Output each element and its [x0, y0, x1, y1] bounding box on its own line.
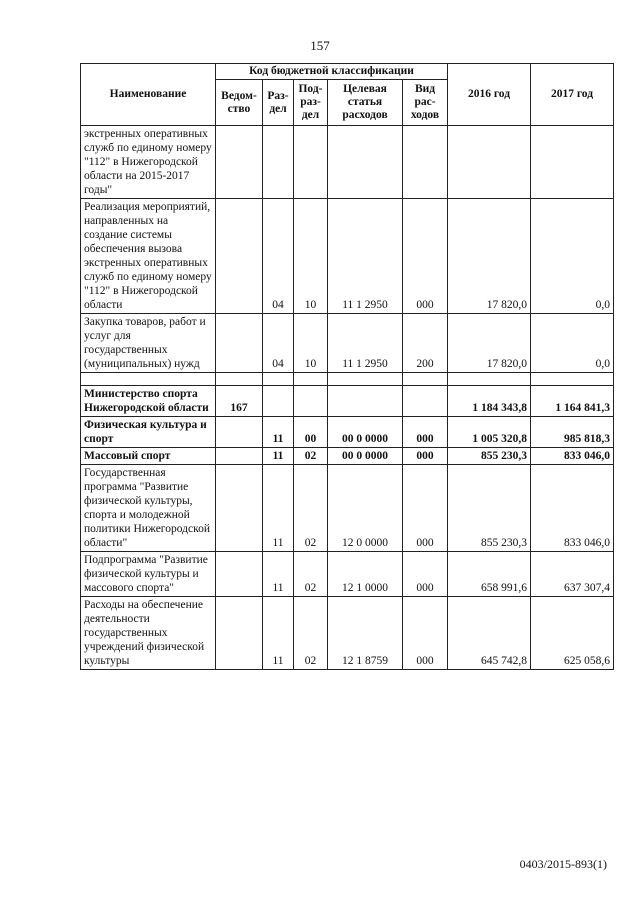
blank-cell: [531, 373, 614, 386]
row-name: экстренных оперативных служб по единому номеру "112" в Нижегородской области на 2015-2017 годы": [81, 126, 216, 199]
header-2016: 2016 год: [448, 64, 531, 126]
row-podrazdel: 02: [294, 552, 328, 597]
row-2017: [531, 126, 614, 199]
row-podrazdel: 10: [294, 314, 328, 373]
table-row: [81, 597, 614, 670]
row-podrazdel: 10: [294, 199, 328, 314]
row-podrazdel: [294, 126, 328, 199]
row-vedomstvo: [216, 597, 263, 670]
row-2017: 625 058,6: [531, 597, 614, 670]
row-2016: 855 230,3: [448, 448, 531, 465]
table-row: [81, 465, 614, 552]
row-2016: 1 005 320,8: [448, 417, 531, 448]
header-2017: 2017 год: [531, 64, 614, 126]
row-vid: 000: [403, 597, 448, 670]
blank-cell: [263, 373, 294, 386]
row-podrazdel: [294, 386, 328, 417]
row-statya: 11 1 2950: [328, 199, 403, 314]
row-name: Государственная программа "Развитие физической культуры, спорта и молодежной политики Нижегородской области": [81, 465, 216, 552]
header-statya: Целевая статья расходов: [328, 80, 403, 126]
row-vedomstvo: [216, 465, 263, 552]
row-2017: 1 164 841,3: [531, 386, 614, 417]
row-vid: 000: [403, 448, 448, 465]
row-razdel: [263, 126, 294, 199]
budget-table: [80, 63, 614, 670]
row-podrazdel: 02: [294, 448, 328, 465]
table-row: [81, 448, 614, 465]
row-podrazdel: 02: [294, 465, 328, 552]
table-row: [81, 417, 614, 448]
row-vedomstvo: [216, 314, 263, 373]
row-razdel: 11: [263, 597, 294, 670]
table-row: [81, 126, 614, 199]
row-razdel: 11: [263, 417, 294, 448]
row-name: Реализация мероприятий, направленных на создание системы обеспечения вызова экстренных оперативных служб по единому номеру "112" в Нижегородской области: [81, 199, 216, 314]
table-row: [81, 199, 614, 314]
header-name: Наименование: [81, 64, 216, 126]
row-vid: [403, 126, 448, 199]
row-2017: 0,0: [531, 199, 614, 314]
row-statya: 12 0 0000: [328, 465, 403, 552]
header-podrazdel: Под-раз-дел: [294, 80, 328, 126]
row-vedomstvo: [216, 199, 263, 314]
header-vid: Вид рас-ходов: [403, 80, 448, 126]
blank-cell: [403, 373, 448, 386]
row-vedomstvo: [216, 552, 263, 597]
row-vedomstvo: [216, 417, 263, 448]
row-vid: 000: [403, 465, 448, 552]
row-vid: 200: [403, 314, 448, 373]
table-row: [81, 314, 614, 373]
row-statya: 11 1 2950: [328, 314, 403, 373]
row-razdel: 04: [263, 314, 294, 373]
row-statya: [328, 126, 403, 199]
row-razdel: 04: [263, 199, 294, 314]
blank-cell: [81, 373, 216, 386]
row-razdel: [263, 386, 294, 417]
row-razdel: 11: [263, 552, 294, 597]
row-podrazdel: 02: [294, 597, 328, 670]
row-vid: 000: [403, 552, 448, 597]
row-vid: 000: [403, 417, 448, 448]
spacer-row: [81, 373, 614, 386]
row-podrazdel: 00: [294, 417, 328, 448]
row-2016: 645 742,8: [448, 597, 531, 670]
row-statya: [328, 386, 403, 417]
row-2016: 1 184 343,8: [448, 386, 531, 417]
blank-cell: [328, 373, 403, 386]
blank-cell: [448, 373, 531, 386]
row-statya: 00 0 0000: [328, 448, 403, 465]
row-name: Физическая культура и спорт: [81, 417, 216, 448]
row-statya: 00 0 0000: [328, 417, 403, 448]
row-2017: 833 046,0: [531, 448, 614, 465]
row-vedomstvo: 167: [216, 386, 263, 417]
row-2017: 637 307,4: [531, 552, 614, 597]
row-name: Расходы на обеспечение деятельности государственных учреждений физической культуры: [81, 597, 216, 670]
row-name: Министерство спорта Нижегородской области: [81, 386, 216, 417]
table-row: [81, 552, 614, 597]
row-vid: [403, 386, 448, 417]
row-vedomstvo: [216, 126, 263, 199]
page-number: 157: [310, 38, 330, 53]
table-row: [81, 386, 614, 417]
row-vid: 000: [403, 199, 448, 314]
row-name: Закупка товаров, работ и услуг для государственных (муниципальных) нужд: [81, 314, 216, 373]
blank-cell: [216, 373, 263, 386]
row-statya: 12 1 8759: [328, 597, 403, 670]
row-razdel: 11: [263, 465, 294, 552]
row-razdel: 11: [263, 448, 294, 465]
row-2016: 855 230,3: [448, 465, 531, 552]
header-budget-code-group: Код бюджетной классификации: [216, 64, 448, 80]
row-2017: 0,0: [531, 314, 614, 373]
header-vedomstvo: Ведом-ство: [216, 80, 263, 126]
row-2016: [448, 126, 531, 199]
row-2016: 658 991,6: [448, 552, 531, 597]
row-2017: 833 046,0: [531, 465, 614, 552]
document-code: 0403/2015-893(1): [519, 857, 607, 871]
row-2017: 985 818,3: [531, 417, 614, 448]
row-statya: 12 1 0000: [328, 552, 403, 597]
row-vedomstvo: [216, 448, 263, 465]
row-2016: 17 820,0: [448, 199, 531, 314]
row-name: Массовый спорт: [81, 448, 216, 465]
header-razdel: Раз-дел: [263, 80, 294, 126]
blank-cell: [294, 373, 328, 386]
row-name: Подпрограмма "Развитие физической культуры и массового спорта": [81, 552, 216, 597]
row-2016: 17 820,0: [448, 314, 531, 373]
